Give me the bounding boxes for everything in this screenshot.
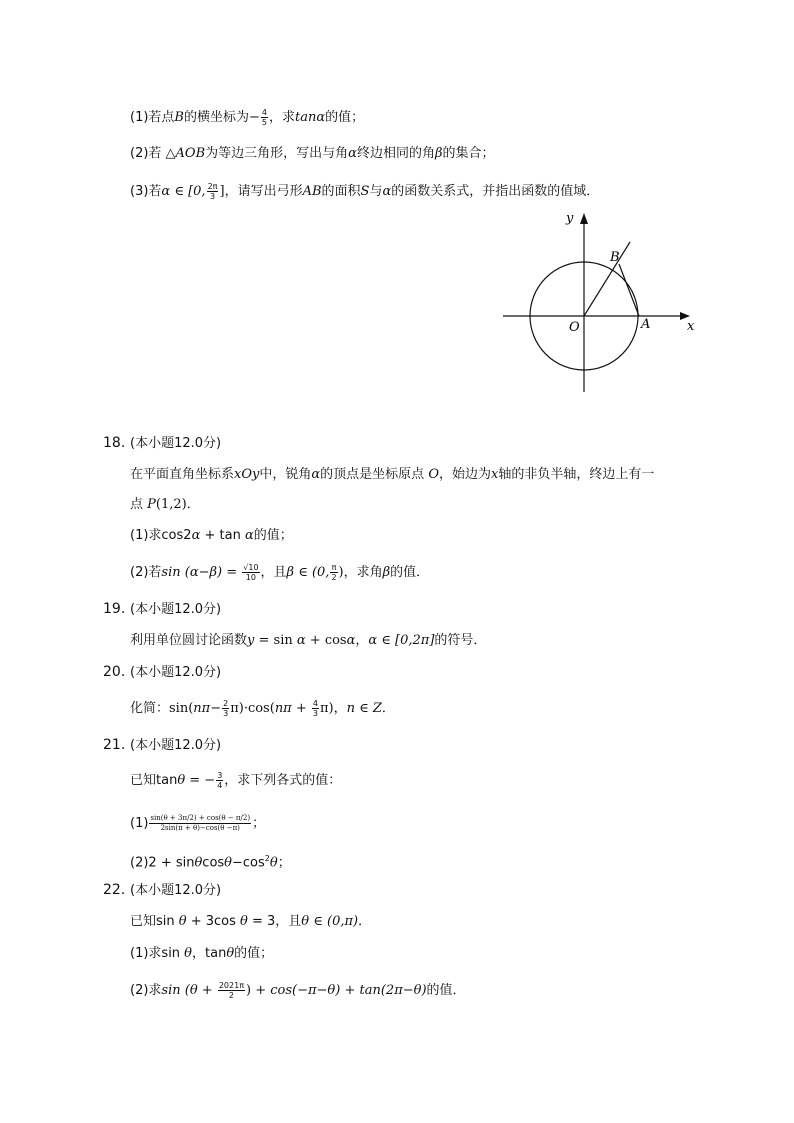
q21-part1: (1) $\frac{\sin(\theta + 3\pi/2) + \cos(\theta - \pi/2)}{2\sin(\pi + \theta)-\cos(\theta -\pi)}$ ； <box>130 814 266 832</box>
label-b: B <box>610 250 620 265</box>
label-y: y <box>566 211 574 226</box>
question-header: (本小题12.0分) <box>130 738 222 753</box>
q18-stem-line2: 点 P(1,2)． <box>130 497 200 512</box>
question-number: 19. <box>103 601 126 617</box>
fraction: $\frac{\pi}{2}$ <box>331 563 337 582</box>
question-number: 21. <box>103 737 126 753</box>
fraction: $\frac{2021\pi}{2}$ <box>218 981 245 1000</box>
question-number: 18. <box>103 435 126 451</box>
question-header: (本小题12.0分) <box>130 436 222 451</box>
q22-stem: 已知sin θ + 3cos θ = 3，且θ ∈ (0,π)． <box>130 914 372 929</box>
q19-stem: 利用单位圆讨论函数y = sin α + cosα，α ∈ [0,2π]的符号． <box>130 633 487 648</box>
fraction: $\frac{4}{5}$ <box>261 108 267 127</box>
q21-stem: 已知tanθ = − $\frac{3}{4}$ ，求下列各式的值： <box>130 771 342 790</box>
label-a: A <box>641 317 651 332</box>
question-number: 20. <box>103 664 126 680</box>
q21-part2: $(2)2 + \sin\theta\cos\theta-\cos^2\theta$； <box>130 854 291 871</box>
fraction: $\frac{√10}{10}$ <box>243 563 259 582</box>
question-header: (本小题12.0分) <box>130 602 222 617</box>
question-number: 22. <box>103 882 126 898</box>
fraction: $\frac{\sin(\theta + 3\pi/2) + \cos(\theta - \pi/2)}{2\sin(\pi + \theta)-\cos(\theta -\pi)}$ <box>150 814 251 832</box>
q18-part2: (2)若sin (α−β) = $\frac{√10}{10}$ ，且β ∈ (0, $\frac{\pi}{2}$ )，求角β的值． <box>130 563 430 582</box>
fraction: $\frac{3}{4}$ <box>217 771 223 790</box>
fraction: $\frac{2\pi}{3}$ <box>207 182 218 201</box>
q17-part2: (2)若 △AOB为等边三角形，写出与角α终边相同的角β的集合； <box>130 146 495 161</box>
q20-stem: 化简：sin(nπ− $\frac{2}{3}$ π)·cos(nπ + $\frac{4}{3}$ π)，n ∈ Z． <box>130 699 395 718</box>
chord-ab <box>619 264 639 316</box>
label-o: O <box>569 320 580 335</box>
fraction: $\frac{2}{3}$ <box>223 699 229 718</box>
q18-stem: 在平面直角坐标系xOy中，锐角α的顶点是坐标原点 O，始边为x轴的非负半轴，终边上有一 <box>130 467 655 482</box>
fraction: $\frac{4}{3}$ <box>312 699 318 718</box>
q17-part3: (3)若α ∈ [0, $\frac{2\pi}{3}$ ]，请写出弓形AB的面积S与α的函数关系式，并指出函数的值域． <box>130 182 600 201</box>
label-x: x <box>687 319 695 334</box>
question-header: (本小题12.0分) <box>130 883 222 898</box>
unit-circle-figure <box>500 208 700 393</box>
q18-part1: (1)求cos2α + tan α的值； <box>130 528 293 543</box>
question-header: (本小题12.0分) <box>130 665 222 680</box>
y-axis-arrow-icon <box>580 213 588 224</box>
q17-part1: (1)若点B的横坐标为− $\frac{4}{5}$ ，求tanα的值； <box>130 108 365 127</box>
q22-part1: (1)求sin θ，tanθ的值； <box>130 946 274 961</box>
q22-part2: (2)求sin (θ + $\frac{2021\pi}{2}$ ) + cos(−π−θ) + tan(2π−θ)的值． <box>130 981 466 1000</box>
